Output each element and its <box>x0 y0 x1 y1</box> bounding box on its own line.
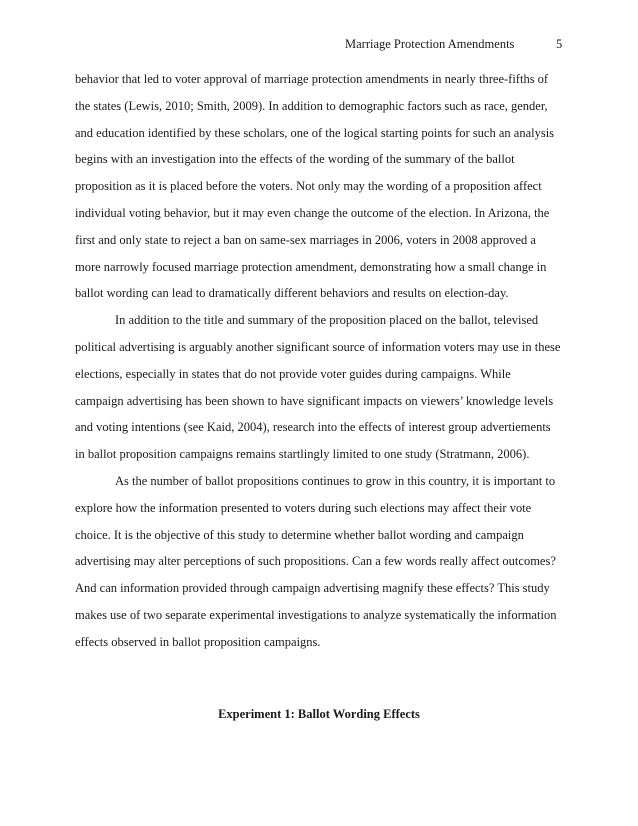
running-head-title: Marriage Protection Amendments <box>345 37 515 51</box>
text-line: begins with an investigation into the effects of the wording of the summary of the ballot <box>75 152 515 167</box>
section-heading: Experiment 1: Ballot Wording Effects <box>218 707 420 721</box>
text-line: elections, especially in states that do not provide voter guides during campaigns. While <box>75 366 511 381</box>
running-head <box>0 37 638 55</box>
text-line: ballot wording can lead to dramatically different behaviors and results on election-day. <box>75 286 509 301</box>
text-line: advertising may alter perceptions of such propositions. Can a few words really affect outcomes? <box>75 554 556 569</box>
text-line: more narrowly focused marriage protection amendment, demonstrating how a small change in <box>75 259 547 274</box>
page-number: 5 <box>556 37 563 51</box>
text-line: first and only state to reject a ban on same-sex marriages in 2006, voters in 2008 approved a <box>75 232 536 247</box>
text-line: makes use of two separate experimental investigations to analyze systematically the information <box>75 607 557 622</box>
paragraph-first-line: In addition to the title and summary of the proposition placed on the ballot, televised <box>115 313 539 328</box>
body-text <box>75 66 575 656</box>
paragraph-first-line: As the number of ballot propositions continues to grow in this country, it is important to <box>115 473 556 488</box>
text-line: behavior that led to voter approval of marriage protection amendments in nearly three-fifths of <box>75 72 549 86</box>
text-line: campaign advertising has been shown to have significant impacts on viewers’ knowledge levels <box>75 393 554 408</box>
text-line: And can information provided through campaign advertising magnify these effects? This study <box>75 581 550 596</box>
text-line: choice. It is the objective of this study to determine whether ballot wording and campaign <box>75 527 524 542</box>
text-line: and voting intentions (see Kaid, 2004), research into the effects of interest group advertiements <box>75 420 551 435</box>
text-line: explore how the information presented to voters during such elections may affect their vote <box>75 500 532 515</box>
text-line: individual voting behavior, but it may even change the outcome of the election. In Arizona, the <box>75 205 550 220</box>
text-line: political advertising is arguably another significant source of information voters may use in these <box>75 339 561 354</box>
text-line: the states (Lewis, 2010; Smith, 2009). In addition to demographic factors such as race, gender, <box>75 98 548 113</box>
text-line: in ballot proposition campaigns remains startlingly limited to one study (Stratmann, 2006). <box>75 447 530 462</box>
text-line: and education identified by these scholars, one of the logical starting points for such an analysis <box>75 125 555 140</box>
text-line: proposition as it is placed before the voters. Not only may the wording of a proposition affect <box>75 179 542 194</box>
text-line: effects observed in ballot proposition campaigns. <box>75 634 321 649</box>
